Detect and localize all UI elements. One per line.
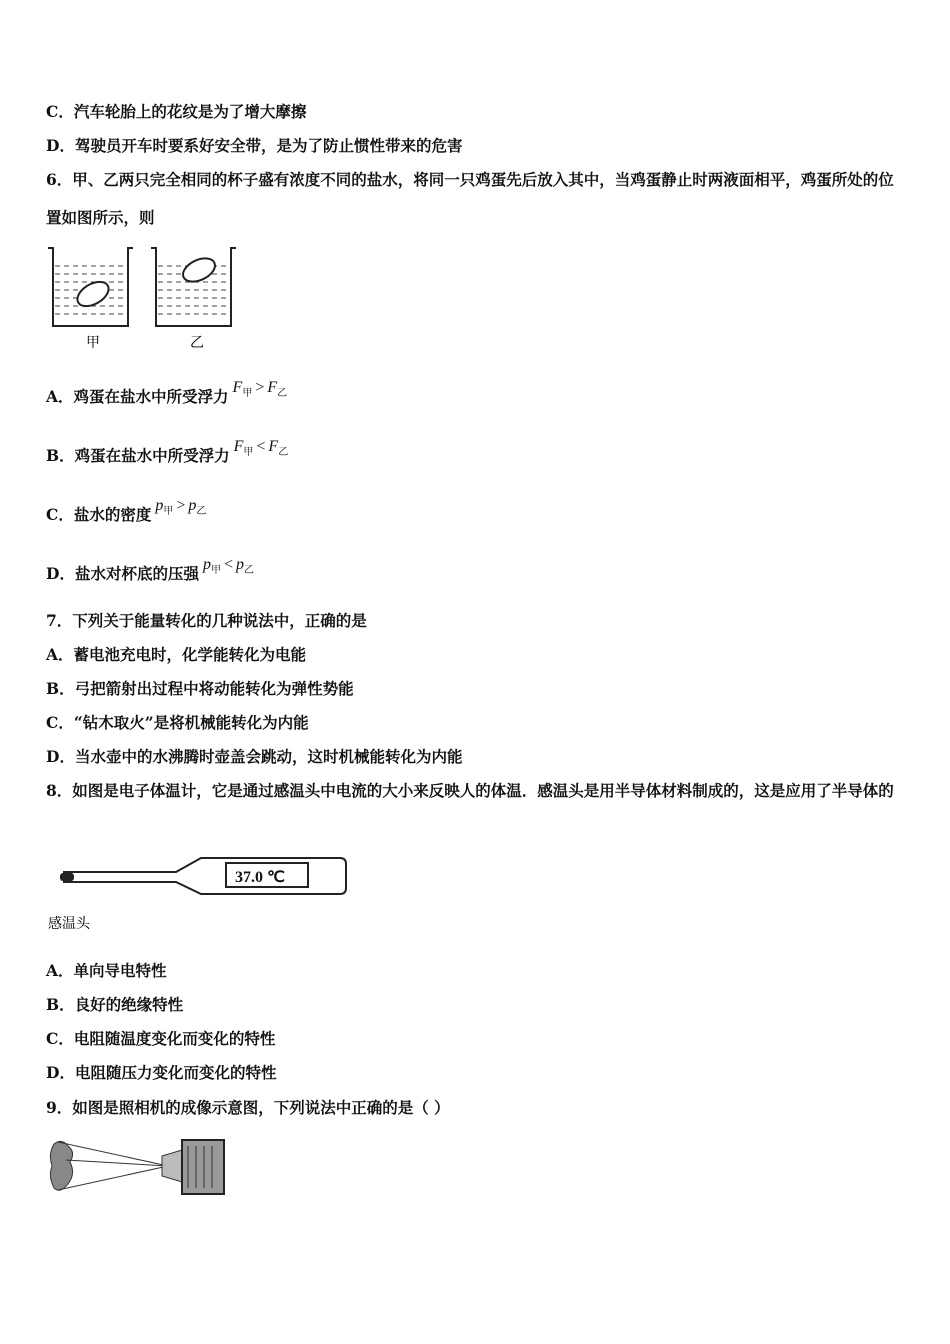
q6-option-b-text: B．鸡蛋在盐水中所受浮力 [46, 446, 230, 465]
egg-left [73, 277, 112, 311]
q6-option-c-text: C．盐水的密度 [46, 505, 152, 524]
camera-figure [46, 1132, 232, 1200]
probe-tip [60, 873, 74, 881]
object-tree [50, 1141, 72, 1190]
light-rays [58, 1142, 168, 1190]
q6-option-b [46, 438, 289, 473]
cup-left-label: 甲 [86, 335, 100, 351]
probe-label: 感温头 [48, 916, 90, 932]
q5-option-d: D．驾驶员开车时要系好安全带，是为了防止惯性带来的危害 [46, 136, 463, 155]
camera-lens [162, 1150, 182, 1182]
q6-option-a [46, 379, 288, 414]
q6-option-c-formula: $p_甲 > p_乙$ [155, 497, 207, 518]
q6-option-d [46, 556, 254, 591]
q8-option-d: D．电阻随压力变化而变化的特性 [46, 1063, 277, 1082]
q9-stem: 9．如图是照相机的成像示意图，下列说法中正确的是（ ） [46, 1098, 450, 1117]
thermometer-reading: 37.0 ℃ [235, 869, 285, 886]
cup-right-label: 乙 [190, 335, 204, 351]
thermometer-figure [46, 850, 350, 934]
q8-option-c: C．电阻随温度变化而变化的特性 [46, 1029, 276, 1048]
q7-option-d: D．当水壶中的水沸腾时壶盖会跳动，这时机械能转化为内能 [46, 747, 463, 766]
q6-stem: 6．甲、乙两只完全相同的杯子盛有浓度不同的盐水，将同一只鸡蛋先后放入其中，当鸡蛋静止时两液面相平，鸡蛋所处的位置如图所示，则 [46, 170, 894, 227]
q6-option-a-text: A．鸡蛋在盐水中所受浮力 [46, 387, 229, 406]
q6-option-c [46, 497, 207, 532]
q6-option-d-text: D．盐水对杯底的压强 [46, 564, 199, 583]
q7-option-b: B．弓把箭射出过程中将动能转化为弹性势能 [46, 679, 354, 698]
q6-option-b-formula: $F_甲 < F_乙$ [233, 438, 289, 459]
q7-option-a: A．蓄电池充电时，化学能转化为电能 [46, 645, 307, 664]
q7-option-c: C．“钻木取火”是将机械能转化为内能 [46, 713, 309, 732]
q8-option-a: A．单向导电特性 [46, 961, 167, 980]
cups-figure [46, 244, 242, 352]
egg-right [179, 254, 218, 286]
q7-stem: 7．下列关于能量转化的几种说法中，正确的是 [46, 611, 367, 630]
q6-option-d-formula: $p_甲 < p_乙$ [202, 556, 254, 577]
q8-option-b: B．良好的绝缘特性 [46, 995, 184, 1014]
q6-option-a-formula: $F_甲 > F_乙$ [232, 379, 288, 400]
q8-stem: 8．如图是电子体温计，它是通过感温头中电流的大小来反映人的体温．感温头是用半导体材料制成的，这是应用了半导体的 [46, 781, 894, 800]
q5-option-c: C．汽车轮胎上的花纹是为了增大摩擦 [46, 102, 307, 121]
